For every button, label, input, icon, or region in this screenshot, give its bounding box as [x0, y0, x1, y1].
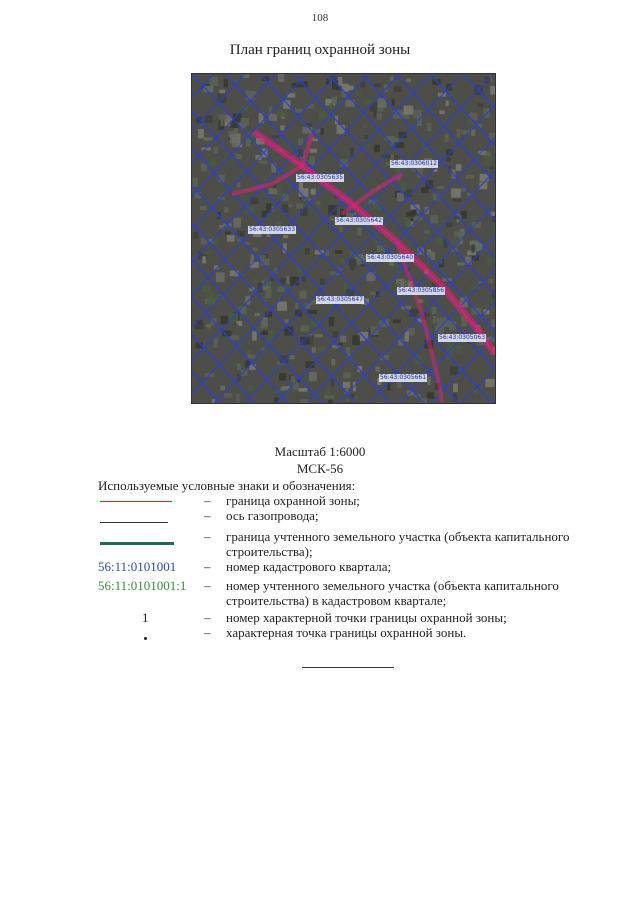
imagery-texture	[377, 113, 382, 119]
imagery-texture	[343, 382, 350, 388]
imagery-texture	[230, 134, 240, 143]
imagery-texture	[219, 114, 227, 119]
legend-text: номер учтенного земельного участка (объекта капитального строительства) в кадастровом квартале;	[226, 578, 559, 608]
parcel-label: 56:43:0305856	[398, 287, 445, 294]
imagery-texture	[456, 164, 462, 171]
imagery-texture	[430, 215, 438, 223]
parcel-boundary-line-symbol	[98, 529, 188, 547]
imagery-texture	[490, 86, 495, 95]
imagery-texture	[338, 77, 342, 86]
imagery-texture	[364, 99, 372, 105]
imagery-texture	[237, 363, 241, 370]
imagery-texture	[202, 256, 206, 263]
imagery-texture	[450, 366, 459, 374]
imagery-texture	[314, 334, 323, 337]
legend-text: характерная точка границы охранной зоны.	[226, 625, 467, 640]
imagery-texture	[424, 230, 431, 234]
imagery-texture	[349, 259, 357, 267]
imagery-texture	[225, 231, 231, 234]
imagery-texture	[291, 376, 295, 382]
imagery-texture	[193, 178, 198, 187]
imagery-texture	[247, 91, 256, 95]
imagery-texture	[327, 388, 331, 394]
imagery-texture	[491, 320, 495, 328]
imagery-texture	[358, 227, 362, 235]
imagery-texture	[492, 224, 495, 231]
imagery-texture	[237, 182, 241, 187]
imagery-texture	[439, 111, 444, 115]
imagery-texture	[214, 338, 218, 347]
coordinate-system: МСК-56	[296, 461, 344, 476]
imagery-texture	[216, 272, 225, 282]
imagery-texture	[269, 188, 277, 194]
imagery-texture	[350, 148, 354, 157]
imagery-texture	[370, 291, 376, 295]
imagery-texture	[278, 74, 284, 82]
imagery-texture	[466, 175, 475, 179]
imagery-texture	[446, 101, 449, 106]
imagery-texture	[300, 325, 309, 331]
imagery-texture	[472, 244, 475, 253]
imagery-texture	[309, 372, 317, 381]
imagery-texture	[393, 319, 401, 323]
imagery-texture	[254, 278, 258, 283]
map-scale: Масштаб 1:6000	[274, 444, 366, 459]
imagery-texture	[198, 401, 201, 403]
imagery-texture	[413, 110, 421, 118]
page-number: 108	[311, 12, 329, 24]
imagery-texture	[394, 86, 402, 92]
legend-dash: –	[204, 610, 211, 625]
imagery-texture	[252, 331, 257, 340]
imagery-texture	[263, 178, 267, 181]
imagery-texture	[206, 324, 211, 327]
parcel-label: 56:43:0305633	[249, 226, 296, 233]
parcel-label: 56:43:0305063	[439, 334, 486, 341]
imagery-texture	[433, 316, 436, 324]
parcel-label: 56:43:0305640	[367, 254, 414, 261]
imagery-texture	[234, 218, 242, 228]
legend-text: номер кадастрового квартала;	[226, 559, 392, 574]
legend-dash: –	[204, 493, 211, 508]
imagery-texture	[281, 387, 289, 391]
imagery-texture	[224, 393, 232, 397]
legend-dash: –	[204, 559, 211, 574]
imagery-texture	[319, 112, 326, 120]
legend-dash: –	[204, 578, 211, 593]
imagery-texture	[278, 287, 285, 292]
imagery-texture	[341, 259, 345, 264]
imagery-texture	[409, 308, 417, 316]
legend-heading: Используемые условные знаки и обозначения:	[98, 478, 356, 493]
imagery-texture	[311, 189, 316, 195]
imagery-texture	[329, 103, 333, 108]
imagery-texture	[279, 373, 286, 380]
imagery-texture	[259, 161, 267, 164]
parcel-label: 56:43:0306012	[391, 160, 438, 167]
imagery-texture	[375, 366, 380, 371]
imagery-texture	[489, 279, 494, 284]
imagery-texture	[485, 379, 494, 387]
imagery-texture	[390, 77, 393, 81]
imagery-texture	[356, 91, 362, 95]
imagery-texture	[340, 225, 343, 232]
imagery-texture	[288, 204, 292, 207]
imagery-texture	[320, 279, 325, 285]
parcel-label: 56:43:0305635	[297, 174, 344, 181]
imagery-texture	[332, 97, 338, 104]
imagery-texture	[492, 307, 495, 313]
imagery-texture	[202, 251, 209, 254]
boundary-map	[191, 73, 496, 404]
imagery-texture	[224, 79, 228, 87]
imagery-texture	[299, 388, 308, 392]
parcel-number-sample: 56:11:0101001:1	[98, 578, 187, 593]
imagery-texture	[198, 129, 204, 138]
imagery-texture	[310, 149, 317, 153]
imagery-texture	[457, 262, 464, 265]
legend-text: номер характерной точки границы охранной зоны;	[226, 610, 507, 625]
parcel-label: 56:43:0305642	[336, 217, 383, 224]
imagery-texture	[328, 400, 332, 403]
imagery-texture	[406, 78, 411, 82]
imagery-texture	[214, 147, 218, 154]
imagery-texture	[277, 110, 287, 117]
imagery-texture	[328, 205, 337, 215]
imagery-texture	[193, 232, 199, 239]
imagery-texture	[329, 317, 334, 327]
page-title: План границ охранной зоны	[229, 42, 411, 58]
imagery-texture	[253, 248, 258, 251]
imagery-texture	[207, 295, 214, 305]
imagery-texture	[280, 125, 284, 130]
imagery-texture	[277, 188, 282, 196]
legend-text: ось газопровода;	[226, 508, 319, 523]
imagery-texture	[427, 377, 431, 386]
imagery-texture	[401, 182, 406, 191]
imagery-texture	[321, 128, 324, 134]
imagery-texture	[374, 145, 380, 153]
imagery-texture	[201, 285, 210, 292]
imagery-texture	[374, 83, 381, 87]
imagery-texture	[404, 218, 410, 227]
imagery-texture	[210, 77, 219, 86]
legend-text: граница учтенного земельного участка (объекта капитального строительства);	[226, 529, 570, 559]
imagery-texture	[431, 307, 436, 314]
imagery-texture	[340, 336, 346, 342]
legend-dash: –	[204, 529, 211, 544]
imagery-texture	[484, 156, 494, 166]
imagery-texture	[478, 103, 484, 107]
imagery-texture	[335, 250, 343, 254]
imagery-texture	[296, 203, 303, 208]
imagery-texture	[285, 319, 289, 323]
imagery-texture	[248, 385, 255, 391]
imagery-texture	[427, 393, 434, 399]
imagery-texture	[227, 235, 235, 242]
pipeline-axis-line-symbol	[98, 508, 188, 526]
imagery-texture	[219, 225, 223, 229]
imagery-texture	[405, 332, 409, 342]
imagery-texture	[427, 123, 431, 132]
imagery-texture	[324, 395, 334, 398]
imagery-texture	[316, 201, 320, 204]
imagery-texture	[305, 248, 310, 254]
imagery-texture	[255, 313, 260, 316]
imagery-texture	[346, 402, 351, 403]
imagery-texture	[436, 238, 443, 244]
imagery-texture	[457, 129, 460, 138]
boundary-point-symbol	[98, 625, 188, 643]
imagery-texture	[454, 236, 459, 239]
imagery-texture	[204, 137, 213, 140]
imagery-texture	[453, 384, 458, 392]
imagery-texture	[355, 394, 359, 399]
imagery-texture	[200, 206, 207, 210]
imagery-texture	[446, 157, 451, 162]
legend-text: граница охранной зоны;	[226, 493, 360, 508]
imagery-texture	[250, 254, 254, 262]
parcel-label: 56:43:0305661	[380, 374, 427, 381]
imagery-texture	[363, 125, 367, 128]
imagery-texture	[332, 359, 336, 366]
imagery-texture	[364, 135, 367, 139]
quarter-number-sample: 56:11:0101001	[98, 559, 177, 574]
imagery-texture	[283, 235, 288, 239]
imagery-texture	[376, 402, 383, 403]
imagery-texture	[456, 345, 462, 354]
imagery-texture	[343, 372, 351, 378]
imagery-texture	[247, 355, 255, 359]
imagery-texture	[392, 99, 395, 106]
imagery-texture	[209, 159, 216, 166]
imagery-texture	[268, 331, 273, 338]
imagery-texture	[406, 212, 415, 217]
imagery-texture	[220, 386, 225, 391]
imagery-texture	[284, 327, 293, 336]
imagery-texture	[453, 199, 462, 202]
imagery-texture	[300, 291, 307, 299]
imagery-texture	[224, 207, 229, 213]
imagery-texture	[277, 302, 287, 311]
legend-dash: –	[204, 625, 211, 640]
imagery-texture	[487, 257, 492, 266]
imagery-texture	[352, 335, 360, 345]
imagery-texture	[495, 146, 496, 152]
end-rule	[302, 667, 394, 668]
imagery-texture	[235, 154, 242, 159]
imagery-texture	[269, 114, 277, 121]
imagery-texture	[221, 118, 224, 126]
imagery-texture	[236, 394, 240, 403]
imagery-texture	[265, 288, 271, 298]
imagery-texture	[446, 222, 452, 227]
imagery-texture	[445, 134, 449, 143]
parcel-label: 56:43:0305647	[317, 296, 364, 303]
point-number-sample: 1	[142, 610, 149, 625]
imagery-texture	[331, 379, 334, 386]
imagery-texture	[417, 248, 424, 255]
imagery-texture	[312, 347, 316, 352]
imagery-texture	[404, 106, 414, 115]
imagery-texture	[451, 188, 461, 197]
legend-dash: –	[204, 508, 211, 523]
map-drawing	[192, 74, 495, 403]
imagery-texture	[437, 186, 444, 189]
imagery-texture	[236, 321, 240, 325]
